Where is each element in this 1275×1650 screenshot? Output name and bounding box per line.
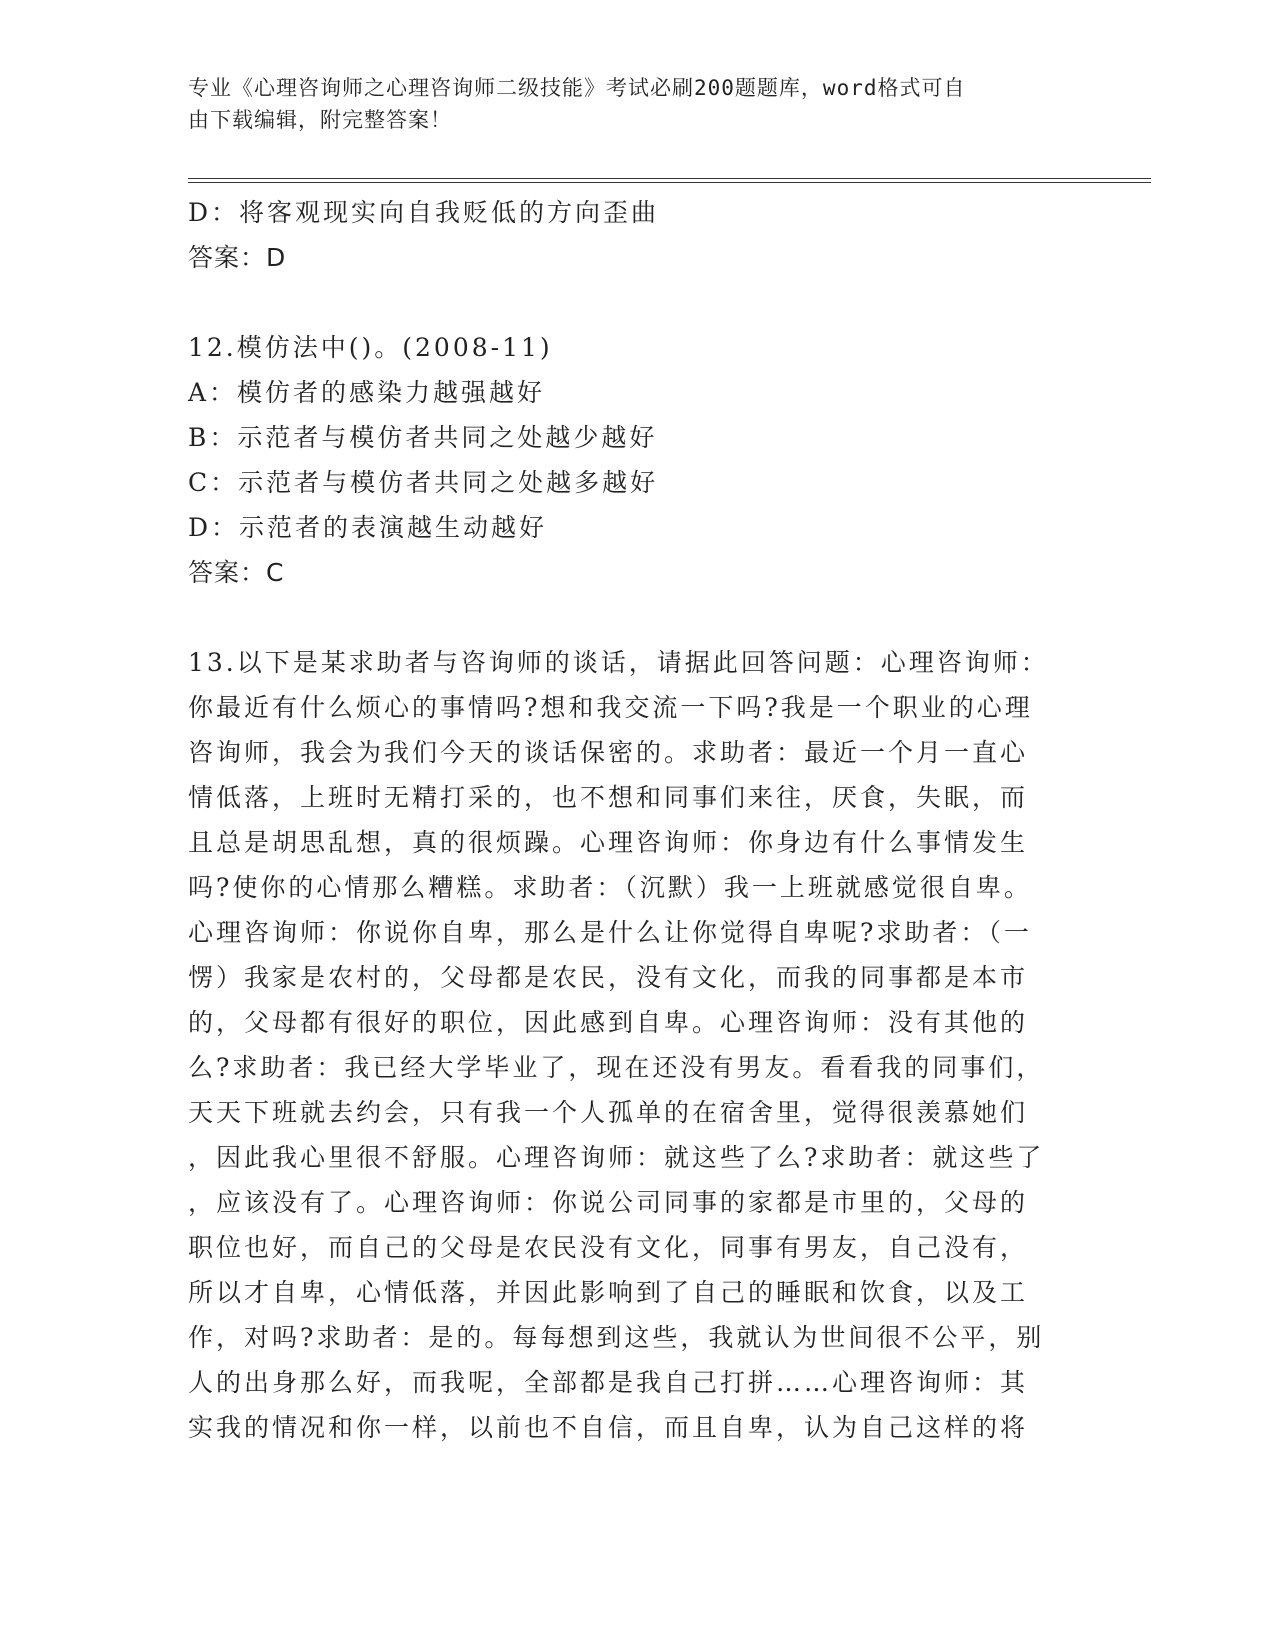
option-d: D：将客观现实向自我贬低的方向歪曲: [188, 198, 660, 227]
paragraph-line: 天天下班就去约会，只有我一个人孤单的在宿舍里，觉得很羡慕她们: [188, 1098, 1029, 1127]
paragraph-line: 么?求助者：我已经大学毕业了，现在还没有男友。看看我的同事们，: [188, 1053, 1045, 1082]
paragraph-line: 心理咨询师：你说你自卑，那么是什么让你觉得自卑呢?求助者：（一: [188, 918, 1032, 947]
header-rule-bottom: [188, 182, 1151, 183]
paragraph-line: 人的出身那么好，而我呢，全部都是我自己打拼……心理咨询师：其: [188, 1368, 1029, 1397]
paragraph-line: ，因此我心里很不舒服。心理咨询师：就这些了么?求助者：就这些了: [188, 1143, 1045, 1172]
question-13: [188, 640, 1068, 1450]
option-b: B：示范者与模仿者共同之处越少越好: [188, 423, 658, 452]
paragraph-line: ，应该没有了。心理咨询师：你说公司同事的家都是市里的，父母的: [188, 1188, 1029, 1217]
paragraph-line: 吗?使你的心情那么糟糕。求助者：（沉默）我一上班就感觉很自卑。: [188, 873, 1032, 902]
spacer: [188, 595, 1088, 640]
paragraph-line: 愣）我家是农村的，父母都是农民，没有文化，而我的同事都是本市: [188, 963, 1029, 992]
paragraph-line: 且总是胡思乱想，真的很烦躁。心理咨询师：你身边有什么事情发生: [188, 828, 1029, 857]
header-rule-top: [188, 178, 1151, 179]
header-line-1: 专业《心理咨询师之心理咨询师二级技能》考试必刷200题题库，word格式可自: [188, 76, 966, 100]
document-header: [188, 72, 1068, 136]
header-line-2: 由下载编辑，附完整答案！: [188, 108, 452, 132]
question-stem: 12.模仿法中()。(2008-11): [188, 333, 553, 362]
paragraph-line: 的，父母都有很好的职位，因此感到自卑。心理咨询师：没有其他的: [188, 1008, 1029, 1037]
paragraph-line: 你最近有什么烦心的事情吗?想和我交流一下吗?我是一个职业的心理: [188, 693, 1033, 722]
paragraph-line: 咨询师，我会为我们今天的谈话保密的。求助者：最近一个月一直心: [188, 738, 1029, 767]
paragraph-line: 13.以下是某求助者与咨询师的谈话，请据此回答问题：心理咨询师：: [188, 648, 1049, 677]
option-a: A：模仿者的感染力越强越好: [188, 378, 546, 407]
question-11-tail: [188, 190, 1088, 280]
paragraph-line: 所以才自卑，心情低落，并因此影响到了自己的睡眠和饮食，以及工: [188, 1278, 1029, 1307]
option-c: C：示范者与模仿者共同之处越多越好: [188, 468, 659, 497]
document-body: [188, 190, 1088, 1450]
paragraph-line: 情低落，上班时无精打采的，也不想和同事们来往，厌食，失眠，而: [188, 783, 1029, 812]
spacer: [188, 280, 1088, 325]
answer-line: 答案：C: [188, 558, 285, 587]
paragraph-line: 实我的情况和你一样，以前也不自信，而且自卑，认为自己这样的将: [188, 1413, 1029, 1442]
option-d: D：示范者的表演越生动越好: [188, 513, 548, 542]
answer-line: 答案：D: [188, 243, 287, 272]
paragraph-line: 职位也好，而自己的父母是农民没有文化，同事有男友，自己没有，: [188, 1233, 1029, 1262]
question-12: [188, 325, 1088, 595]
paragraph-line: 作，对吗?求助者：是的。每每想到这些，我就认为世间很不公平，别: [188, 1323, 1045, 1352]
